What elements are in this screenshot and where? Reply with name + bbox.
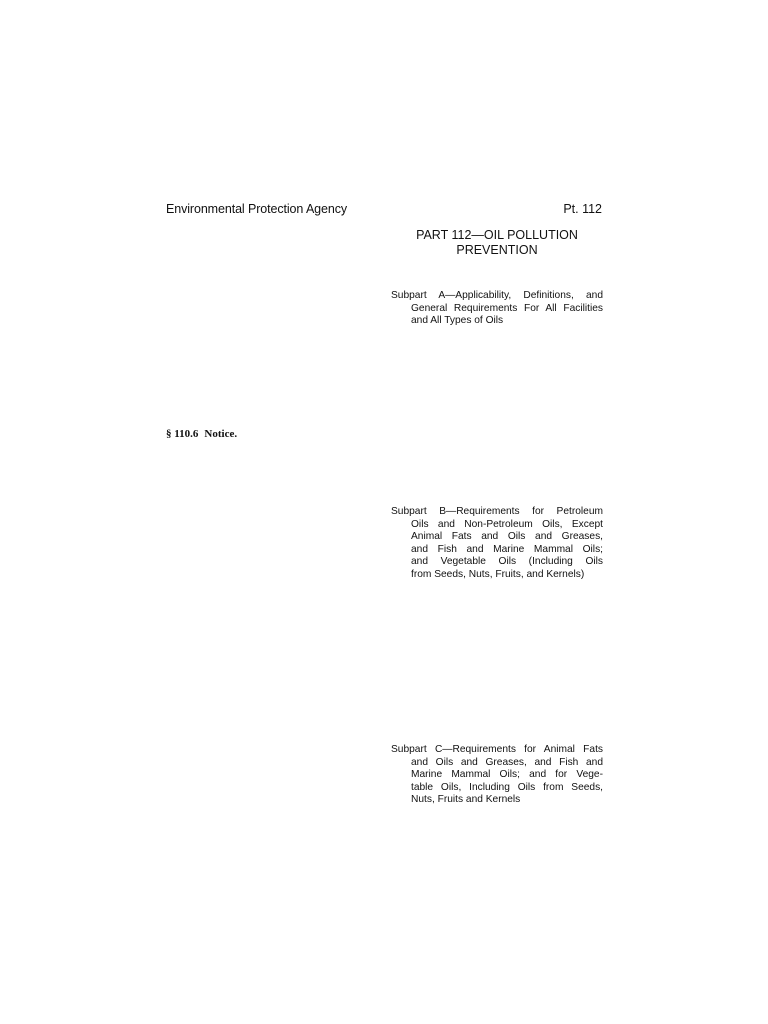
subpart-b-heading: [391, 506, 603, 582]
subpart-b-line: and Vegetable Oils (Including Oils: [411, 556, 603, 568]
running-head-agency: Environmental Protection Agency: [166, 202, 348, 216]
subpart-b-line: Oils and Non-Petroleum Oils, Except: [411, 518, 603, 530]
subpart-c-line: and Oils and Greases, and Fish and: [411, 756, 603, 768]
subpart-c-line: Subpart C—Requirements for Animal Fats: [391, 744, 603, 755]
section-number: § 110.6: [166, 428, 199, 440]
subpart-c-line: table Oils, Including Oils from Seeds,: [411, 781, 603, 793]
subpart-b-line: from Seeds, Nuts, Fruits, and Kernels): [411, 568, 585, 580]
subpart-c-line: Nuts, Fruits and Kernels: [411, 794, 521, 806]
running-head-part: Pt. 112: [563, 202, 602, 216]
subpart-a-line: General Requirements For All Facilities: [411, 302, 603, 314]
part-title-line-2: PREVENTION: [456, 243, 538, 257]
subpart-b-line: and Fish and Marine Mammal Oils;: [411, 543, 603, 555]
part-title-line-1: PART 112—OIL POLLUTION: [416, 228, 578, 242]
subpart-a-line: Subpart A—Applicability, Definitions, and: [391, 290, 603, 301]
subpart-b-line: Animal Fats and Oils and Greases,: [411, 531, 603, 543]
subpart-a-heading: [391, 290, 603, 328]
subpart-c-heading: [391, 744, 603, 807]
part-title: [391, 228, 603, 258]
section-title: Notice.: [204, 428, 238, 440]
subpart-a-line: and All Types of Oils: [411, 315, 504, 327]
subpart-c-line: Marine Mammal Oils; and for Vege-: [411, 769, 603, 781]
section-heading: [166, 428, 237, 440]
subpart-b-line: Subpart B—Requirements for Petroleum: [391, 506, 603, 517]
